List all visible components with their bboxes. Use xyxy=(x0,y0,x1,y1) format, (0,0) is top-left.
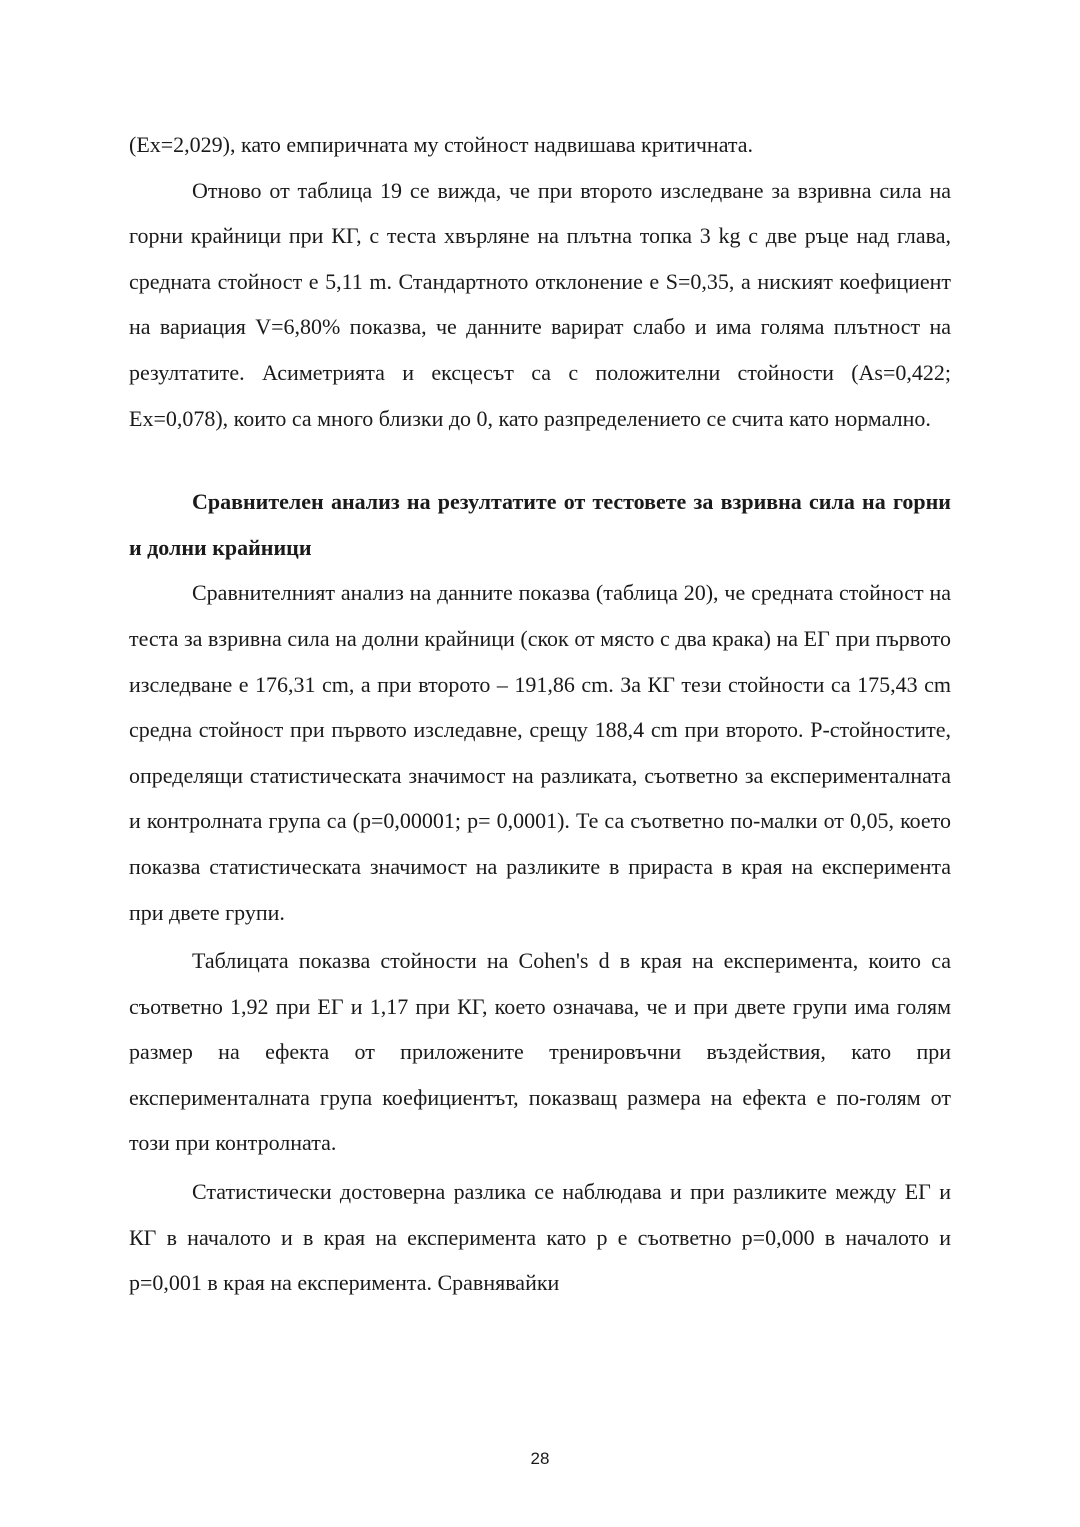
paragraph-explosive-strength-upper-limbs: Отново от таблица 19 се вижда, че при второто изследване за взривна сила на горни крайници при КГ, с теста хвърляне на плътна топка 3 kg с две ръце над глава, средната стойност е 5,11 m. Стандартното отклонение е S=0,35, а ниският коефициент на вариация V=6,80% показва, че данните варират слабо и има голяма плътност на резултатите. Асиметрията и ексцесът са с положителни стойности (As=0,422; Ex=0,078), които са много близки до 0, като разпределението се счита като нормално. xyxy=(129,177,951,431)
section-heading: Сравнителен анализ на резултатите от тестовете за взривна сила на горни и долни крайници xyxy=(129,489,951,560)
page-number: 28 xyxy=(530,1449,550,1468)
paragraph-cohens-d: Таблицата показва стойности на Cohen's d в края на експеримента, които са съответно 1,92 при ЕГ и 1,17 при КГ, което означава, че и при двете групи има голям размер на ефекта от приложените тренировъчни въздействия, като при експерименталната група коефициентът, показващ размера на ефекта е по-голям от този при контролната. xyxy=(129,948,951,1156)
paragraph-comparative-analysis: Сравнителният анализ на данните показва (таблица 20), че средната стойност на теста за взривна сила на долни крайници (скок от място с два крака) на ЕГ при първото изследване е 176,31 cm, а при второто – 191,86 cm. За КГ тези стойности са 175,43 cm средна стойност при първото изследавне, срещу 188,4 cm при второто. P-стойностите, определящи статистическата значимост на разликата, съответно за експерименталната и контролната група са (p=0,00001; p= 0,0001). Те са съответно по-малки от 0,05, което показва статистическата значимост на разликите в прираста в края на експеримента при двете групи. xyxy=(129,580,951,925)
paragraph-continuation: (Ex=2,029), като емпиричната му стойност надвишава критичната. xyxy=(129,132,754,157)
paragraph-statistical-difference: Статистически достоверна разлика се наблюдава и при разликите между ЕГ и КГ в началото и в края на експеримента като p е съответно p=0,000 в началото и p=0,001 в края на експеримента. Сравнявайки xyxy=(129,1179,951,1296)
document-page xyxy=(129,122,951,1306)
